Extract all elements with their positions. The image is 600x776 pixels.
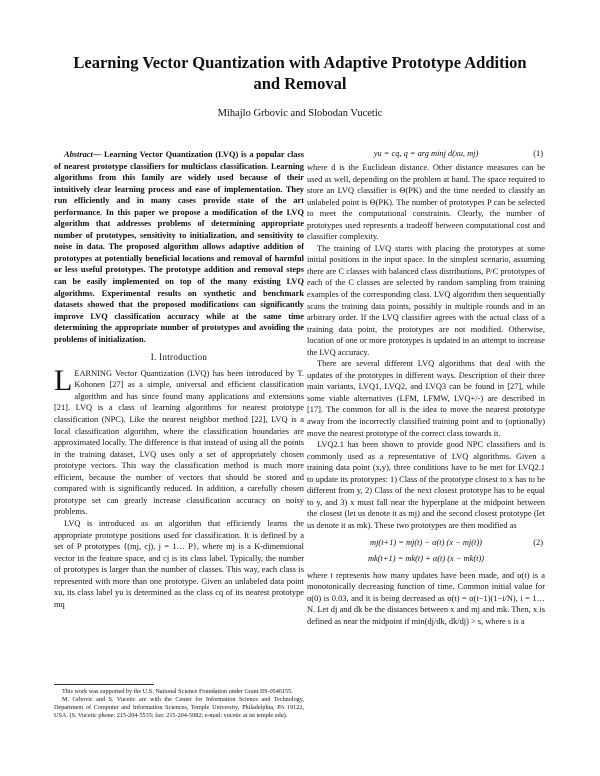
authors: Mihajlo Grbovic and Slobodan Vucetic [217,108,383,119]
body-paragraph-3: There are several different LVQ algorithms that deal with the updates of the prototypes in different ways. Description of their three main variants, LVQ1, LVQ2, and LVQ3 can be found in [27], while some viable alternatives (LFM, LFMW, LVQ+/-) are described in [17]. The common for all is the idea to move the nearest prototype away from the incorrectly classified training point and to (optionally) move the nearest prototype of the correct class towards it. [307,359,545,438]
right-column [307,146,545,627]
equation-2a-body: mj(t+1) = mj(t) − α(t) (x − mj(t)) [370,537,482,547]
footnote-funding: This work was supported by the U.S. National Science Foundation under Grant IIS-0546155. [62,688,293,695]
abstract [54,149,304,345]
intro-paragraph-2: LVQ is introduced as an algorithm that efficiently learns the appropriate prototype positions used for classification. It is defined by a set of P prototypes {(mj, cj), j = 1… P}, where mj is a K-dimensional vector in the feature space, and cj is its class label. Typically, the number of prototypes is larger than the number of classes. This way, each class is represented with more than one prototype. Given an unlabeled data point xu, its class label yu is determined as the class cq of its nearest prototype mq [54,518,304,609]
equation-2-number: (2) [533,537,543,547]
equation-2b [307,551,545,567]
body-paragraph-2: The training of LVQ starts with placing the prototypes at some initial positions in the input space. In the simplest scenario, assuming there are C classes with balanced class distributions, P/C prototypes of each of the C classes are selected by random sampling from training examples of the corresponding class. LVQ algorithm then sequentially scans the training data points, possibly in multiple rounds and in an arbitrary order. If the LVQ classifier agrees with the actual class of a training data point, the prototypes are not modified. Otherwise, location of one or more prototypes is updated in an attempt to increase the LVQ accuracy. [307,243,545,357]
body-paragraph-4: LVQ2.1 has been shown to provide good NPC classifiers and is commonly used as a representative of LVQ algorithms. Given a training data point (x,y), three conditions have to be met for LVQ2.1 to update its prototypes: 1) Class of the prototype closest to x has to be different from y, 2) Class of the next closest prototype has to be equal to y, and 3) x must fall near the hyperplane at the midpoint between the closest (let us denote it as mj) and the second closest prototype (let us denote it as mk). These two prototypes are then modified as [307,440,545,530]
equation-1 [307,146,545,162]
drop-cap: L [54,363,73,397]
equation-2b-body: mk(t+1) = mk(t) + α(t) (x − mk(t)) [367,553,485,563]
intro-paragraph-1-text: EARNING Vector Quantization (LVQ) has been introduced by T. Kohonen [27] as a simple, universal and efficient classification algorithm and has since found many applications and extensions [21]. LVQ is a class of learning algorithms for nearest prototype classification (NPC). Like the nearest neighbor method [22], LVQ is a local classification algorithm, where the classification boundaries are approximated locally. The difference is that instead of using all the points in the training dataset, LVQ uses only a set of appropriately chosen prototype vectors. This way the classification method is much more efficient, because the number of vectors that should be stored and compared with is significantly reduced. In addition, a carefully chosen prototype set can greatly increase classification accuracy on noisy problems. [54,368,304,517]
abstract-label: Abstract [64,150,93,159]
equation-1-number: (1) [533,149,543,158]
footnote-affiliation: M. Grbovic and S. Vucetic are with the Center for Information Science and Technology, Department of Computer and Information Sciences, Temple University, Philadelphia, PA 19122, USA. (S. Vucetic phone: 215-204-5535; fax: 215-204-5082; e-mail: vucetic at ist temple edu). [54,696,304,719]
intro-paragraph-1 [54,363,304,518]
equation-1-body: yu = cq, q = arg minj d(xu, mj) [373,149,479,158]
section-heading-introduction: I. Introduction [150,352,208,363]
body-paragraph-5: where t represents how many updates have been made, and α(t) is a monotonically decreasing function of time. Common initial value for α(0) is 0.03, and it is being decreased as α(t) = α(t−1)(1−i/N), i = 1… N. Let dj and dk be the distances between x and mj and mk. Then, x is defined as near the midpoint if min(dj/dk, dk/dj) > s, where s is a [307,570,545,626]
footnote-rule [54,684,154,685]
left-column [54,149,304,610]
equation-2a [307,535,545,551]
body-paragraph-1: where d is the Euclidean distance. Other distance measures can be used as well, depending on the problem at hand. The space required to store an LVQ classifier is Θ(PK) and the time needed to classify an unlabeled point is Θ(PK). The number of prototypes P can be selected to meet the computational constraints. Clearly, the number of prototypes used represents a tradeoff between computational cost and classifier complexity. [307,163,545,242]
paper-title: Learning Vector Quantization with Adaptive Prototype Addition and Removal [73,53,527,93]
abstract-text: — Learning Vector Quantization (LVQ) is a popular class of nearest prototype classifiers for multiclass classification. Learning algorithms from this family are widely used because of their intuitively clear learning process and ease of implementation. They run efficiently and in many cases provide state of the art performance. In this paper we propose a modification of the LVQ algorithm that addresses problems of determining appropriate number of prototypes, sensitivity to initialization, and sensitivity to noise in data. The proposed algorithm allows adaptive addition of prototypes at potentially beneficial locations and removal of harmful or less useful prototypes. The prototype addition and removal steps can be easily implemented on top of the many existing LVQ algorithms. Experimental results on synthetic and benchmark datasets showed that the proposed modifications can significantly improve LVQ classification accuracy while at the same time determining the appropriate number of prototypes and avoiding the problems of initialization. [54,150,304,344]
footnotes [54,688,304,720]
